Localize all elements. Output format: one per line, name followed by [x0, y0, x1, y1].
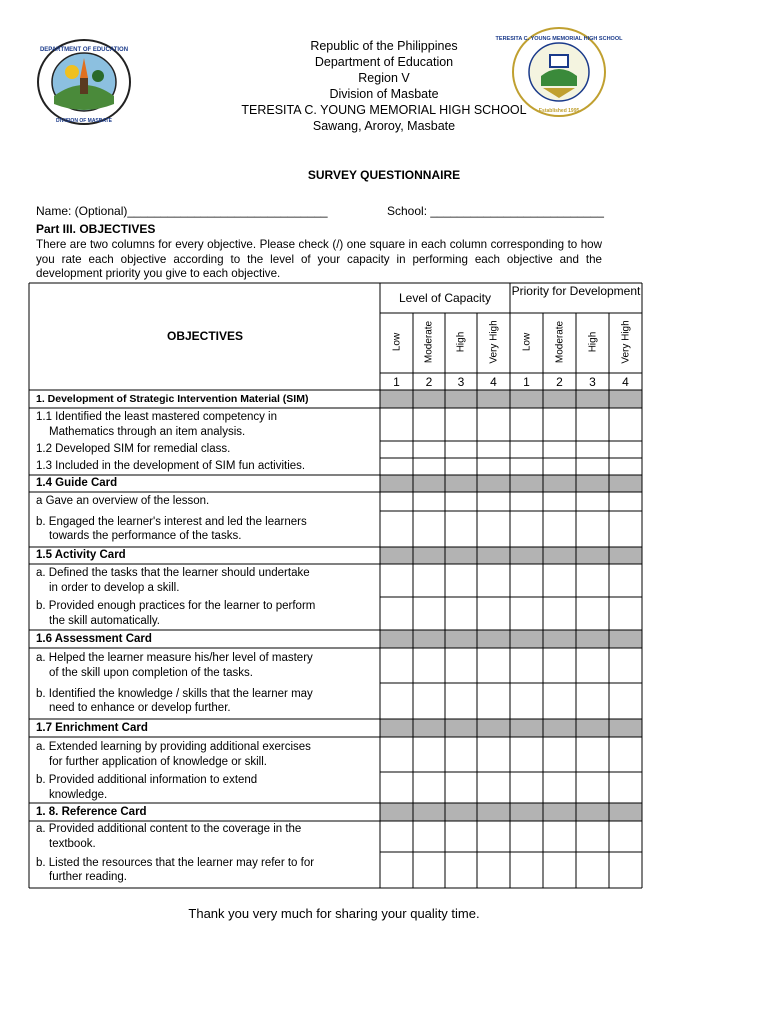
rating-number: 3 [589, 375, 596, 389]
rating-checkbox[interactable] [577, 738, 608, 771]
objective-item [29, 597, 380, 630]
rating-checkbox[interactable] [610, 459, 641, 474]
rating-number: 1 [523, 375, 530, 389]
objective-text: a. Defined the tasks that the learner should undertake [36, 567, 310, 579]
rating-checkbox[interactable] [511, 512, 542, 546]
rating-checkbox[interactable] [414, 442, 444, 457]
rating-checkbox[interactable] [478, 773, 509, 802]
objective-text: the skill automatically. [49, 614, 160, 627]
objective-text: 1.4 Guide Card [36, 477, 118, 490]
section-row-fill [380, 803, 642, 821]
rating-checkbox[interactable] [577, 493, 608, 510]
rating-number: 2 [425, 375, 433, 389]
section-row-fill [380, 547, 642, 564]
rating-checkbox[interactable] [544, 565, 575, 596]
rating-level-label: High [587, 331, 598, 353]
objective-text: of the skill upon completion of the tasks. [49, 666, 253, 679]
objective-text: 1.3 Included in the development of SIM fun activities. [36, 460, 306, 473]
rating-checkbox[interactable] [414, 738, 444, 771]
objective-text: for further application of knowledge or skill. [49, 755, 267, 768]
rating-level-label: Very High [488, 320, 499, 364]
rating-checkbox[interactable] [544, 684, 575, 718]
rating-checkbox[interactable] [610, 512, 641, 546]
section-heading [29, 547, 380, 564]
rating-checkbox[interactable] [577, 565, 608, 596]
header-line: TERESITA C. YOUNG MEMORIAL HIGH SCHOOL [241, 103, 527, 117]
svg-text:Established 1995: Established 1995 [538, 108, 580, 114]
rating-checkbox[interactable] [414, 649, 444, 682]
section-heading [29, 630, 380, 648]
rating-checkbox[interactable] [544, 512, 575, 546]
rating-checkbox[interactable] [446, 409, 476, 440]
part-heading: Part III. OBJECTIVES [36, 222, 156, 236]
objective-text: b. Engaged the learner's interest and led the learners [36, 515, 307, 528]
objective-item [29, 852, 380, 888]
rating-level-label: Low [521, 332, 532, 352]
rating-checkbox[interactable] [381, 512, 412, 546]
rating-checkbox[interactable] [414, 493, 444, 510]
header-line: Department of Education [314, 55, 454, 69]
objective-item [29, 564, 380, 597]
rating-checkbox[interactable] [478, 565, 509, 596]
section-row-fill [380, 475, 642, 492]
rating-checkbox[interactable] [446, 565, 476, 596]
rating-checkbox[interactable] [577, 409, 608, 440]
rating-checkbox[interactable] [414, 684, 444, 718]
rating-checkbox[interactable] [511, 853, 542, 887]
svg-text:DEPARTMENT OF EDUCATION: DEPARTMENT OF EDUCATION [39, 47, 129, 53]
svg-text:TERESITA C. YOUNG MEMORIAL HIG: TERESITA C. YOUNG MEMORIAL HIGH SCHOOL [495, 36, 623, 42]
rating-checkbox[interactable] [610, 684, 641, 718]
objective-text: b. Provided enough practices for the learner to perform [36, 600, 316, 612]
rating-checkbox[interactable] [381, 649, 412, 682]
section-heading [29, 803, 380, 821]
section-row-fill [380, 390, 642, 408]
rating-checkbox[interactable] [511, 738, 542, 771]
rating-checkbox[interactable] [446, 598, 476, 629]
rating-checkbox[interactable] [478, 684, 509, 718]
rating-checkbox[interactable] [544, 773, 575, 802]
rating-checkbox[interactable] [544, 738, 575, 771]
objective-text: knowledge. [49, 788, 108, 801]
rating-checkbox[interactable] [446, 738, 476, 771]
rating-checkbox[interactable] [478, 409, 509, 440]
rating-checkbox[interactable] [577, 649, 608, 682]
rating-checkbox[interactable] [511, 493, 542, 510]
header-line: Region V [358, 71, 410, 85]
rating-checkbox[interactable] [414, 565, 444, 596]
rating-checkbox[interactable] [511, 565, 542, 596]
rating-checkbox[interactable] [381, 459, 412, 474]
objective-item [29, 408, 380, 441]
rating-checkbox[interactable] [381, 442, 412, 457]
rating-checkbox[interactable] [577, 684, 608, 718]
rating-checkbox[interactable] [478, 738, 509, 771]
objective-text: a. Extended learning by providing additional exercises [36, 741, 311, 753]
objective-text: in order to develop a skill. [49, 581, 180, 594]
rating-checkbox[interactable] [381, 738, 412, 771]
rating-level-label: Very High [620, 320, 631, 364]
rating-checkbox[interactable] [610, 442, 641, 457]
level-of-capacity-header: Level of Capacity [398, 291, 492, 305]
header-line: Republic of the Philippines [310, 39, 458, 53]
rating-checkbox[interactable] [478, 512, 509, 546]
objective-item [29, 737, 380, 772]
rating-checkbox[interactable] [414, 598, 444, 629]
objective-item [29, 772, 380, 803]
rating-checkbox[interactable] [381, 684, 412, 718]
rating-number: 4 [490, 375, 497, 389]
rating-checkbox[interactable] [478, 649, 509, 682]
objective-item [29, 821, 380, 852]
rating-checkbox[interactable] [610, 493, 641, 510]
rating-checkbox[interactable] [446, 853, 476, 887]
rating-checkbox[interactable] [446, 459, 476, 474]
rating-checkbox[interactable] [544, 409, 575, 440]
section-heading [29, 390, 380, 408]
objective-item [29, 511, 380, 547]
rating-checkbox[interactable] [511, 684, 542, 718]
objective-text: b. Listed the resources that the learner may refer to for [36, 856, 315, 869]
rating-checkbox[interactable] [577, 853, 608, 887]
rating-checkbox[interactable] [511, 442, 542, 457]
rating-checkbox[interactable] [544, 459, 575, 474]
objective-text: 1.1 Identified the least mastered competency in [36, 411, 278, 423]
objectives-header: OBJECTIVES [166, 329, 244, 343]
rating-checkbox[interactable] [544, 822, 575, 851]
objective-item [29, 648, 380, 683]
rating-checkbox[interactable] [381, 565, 412, 596]
school-label: School: [387, 204, 431, 218]
objective-item [29, 441, 380, 458]
objective-text: need to enhance or develop further. [49, 702, 231, 714]
rating-checkbox[interactable] [577, 512, 608, 546]
rating-checkbox[interactable] [478, 598, 509, 629]
rating-checkbox[interactable] [511, 598, 542, 629]
section-row-fill [380, 719, 642, 737]
school-blank[interactable]: __________________________ [430, 204, 604, 218]
header-line: Division of Masbate [329, 87, 439, 101]
objective-text: textbook. [49, 837, 96, 850]
rating-checkbox[interactable] [610, 773, 641, 802]
rating-checkbox[interactable] [414, 853, 444, 887]
page-title: SURVEY QUESTIONNAIRE [307, 168, 461, 182]
rating-checkbox[interactable] [577, 773, 608, 802]
rating-checkbox[interactable] [446, 442, 476, 457]
rating-level-label: Moderate [423, 320, 435, 364]
priority-for-development-header: Priority for Development [511, 284, 641, 298]
name-label: Name: (Optional) [36, 204, 128, 218]
section-row-fill [380, 630, 642, 648]
rating-checkbox[interactable] [478, 853, 509, 887]
rating-checkbox[interactable] [478, 459, 509, 474]
rating-checkbox[interactable] [478, 493, 509, 510]
objective-text: a. Helped the learner measure his/her level of mastery [36, 652, 313, 664]
rating-checkbox[interactable] [381, 493, 412, 510]
rating-checkbox[interactable] [446, 649, 476, 682]
objective-text: 1.6 Assessment Card [36, 632, 152, 645]
rating-checkbox[interactable] [610, 649, 641, 682]
rating-checkbox[interactable] [610, 409, 641, 440]
rating-checkbox[interactable] [414, 409, 444, 440]
rating-checkbox[interactable] [511, 409, 542, 440]
objective-text: b. Identified the knowledge / skills that the learner may [36, 687, 313, 700]
rating-number: 1 [393, 375, 400, 389]
objective-text: a Gave an overview of the lesson. [36, 495, 210, 508]
rating-number: 4 [622, 375, 629, 389]
rating-checkbox[interactable] [478, 822, 509, 851]
rating-checkbox[interactable] [577, 442, 608, 457]
rating-checkbox[interactable] [544, 442, 575, 457]
rating-checkbox[interactable] [511, 459, 542, 474]
rating-checkbox[interactable] [381, 822, 412, 851]
objective-text: 1.7 Enrichment Card [36, 721, 148, 734]
svg-text:DIVISION OF MASBATE: DIVISION OF MASBATE [55, 118, 113, 124]
rating-checkbox[interactable] [511, 649, 542, 682]
objective-item [29, 683, 380, 719]
rating-level-label: Moderate [554, 320, 565, 364]
rating-checkbox[interactable] [414, 512, 444, 546]
rating-checkbox[interactable] [446, 684, 476, 718]
rating-checkbox[interactable] [414, 773, 444, 802]
rating-checkbox[interactable] [544, 853, 575, 887]
section-heading [29, 719, 380, 737]
rating-checkbox[interactable] [511, 822, 542, 851]
section-heading [29, 475, 380, 492]
objective-text: further reading. [49, 871, 127, 883]
objective-text: 1. Development of Strategic Intervention Material (SIM) [36, 392, 309, 405]
objective-text: towards the performance of the tasks. [49, 530, 242, 542]
objective-item [29, 492, 380, 511]
objective-item [29, 458, 380, 475]
rating-level-label: Low [391, 332, 402, 352]
rating-number: 3 [457, 375, 465, 389]
name-blank[interactable]: ______________________________ [127, 204, 328, 218]
instructions-text: There are two columns for every objective. Please check (/) one square in each column corresponding to how you rate each objective according to the level of your capacity in performing each objective and the development priority you give to each objective. [36, 238, 602, 280]
objective-text: 1.2 Developed SIM for remedial class. [36, 443, 231, 456]
rating-checkbox[interactable] [610, 598, 641, 629]
rating-checkbox[interactable] [544, 649, 575, 682]
header-line: Sawang, Aroroy, Masbate [312, 119, 456, 133]
rating-checkbox[interactable] [577, 598, 608, 629]
rating-checkbox[interactable] [610, 853, 641, 887]
thank-you-note: Thank you very much for sharing your quality time. [188, 906, 480, 921]
objective-text: 1. 8. Reference Card [36, 805, 147, 818]
rating-checkbox[interactable] [446, 493, 476, 510]
rating-checkbox[interactable] [446, 512, 476, 546]
rating-checkbox[interactable] [381, 853, 412, 887]
rating-checkbox[interactable] [478, 442, 509, 457]
rating-checkbox[interactable] [544, 598, 575, 629]
rating-checkbox[interactable] [381, 409, 412, 440]
rating-checkbox[interactable] [511, 773, 542, 802]
rating-checkbox[interactable] [414, 822, 444, 851]
objective-text: b. Provided additional information to extend [36, 774, 258, 786]
rating-checkbox[interactable] [577, 822, 608, 851]
rating-checkbox[interactable] [446, 773, 476, 802]
rating-checkbox[interactable] [544, 493, 575, 510]
rating-number: 2 [556, 375, 563, 389]
objective-text: a. Provided additional content to the coverage in the [36, 823, 302, 835]
rating-checkbox[interactable] [610, 738, 641, 771]
rating-checkbox[interactable] [577, 459, 608, 474]
rating-checkbox[interactable] [414, 459, 444, 474]
rating-checkbox[interactable] [381, 598, 412, 629]
rating-checkbox[interactable] [610, 565, 641, 596]
rating-level-label: High [455, 331, 467, 353]
rating-checkbox[interactable] [446, 822, 476, 851]
rating-checkbox[interactable] [381, 773, 412, 802]
objective-text: Mathematics through an item analysis. [49, 425, 246, 438]
objective-text: 1.5 Activity Card [36, 549, 126, 562]
rating-checkbox[interactable] [610, 822, 641, 851]
